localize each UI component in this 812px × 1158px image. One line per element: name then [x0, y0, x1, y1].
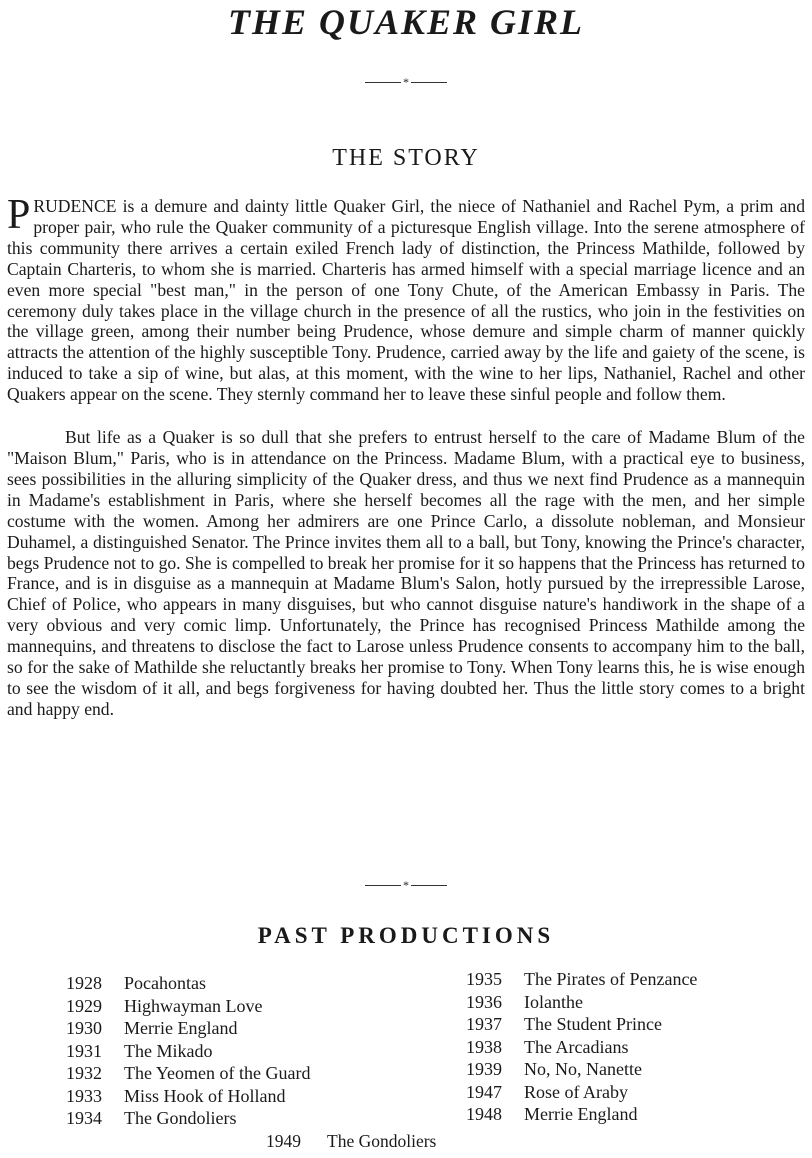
- production-title: The Gondoliers: [124, 1108, 237, 1128]
- production-title: Highwayman Love: [124, 995, 263, 1016]
- production-year: 1934: [66, 1108, 102, 1128]
- production-year: 1929: [66, 995, 102, 1016]
- production-row: [466, 991, 697, 1014]
- productions-list-left: [66, 972, 310, 1130]
- production-title: Merrie England: [524, 1104, 638, 1124]
- star-ornament-icon: *: [403, 75, 409, 89]
- production-year: 1935: [466, 969, 502, 989]
- story-paragraph-2: But life as a Quaker is so dull that she prefers to entrust herself to the care of Madame Blum of the "Maison Blum," Paris, who is in attendance on the Princess. Madame Blum, with a practical eye to business, sees possibilities in the alluring simplicity of the Quaker dress, and thus we next find Prudence as a mannequin in Madame's establishment in Paris, where she herself becomes all the rage with the men, and her simple costume with the women. Among her admirers are one Prince Carlo, a dissolute nobleman, and Monsieur Duhamel, a distinguished Senator. The Prince invites them all to a ball, but Tony, knowing the Prince's character, begs Prudence not to go. She is compelled to break her promise for it so happens that the Princess has returned to France, and is in disguise as a mannequin at Madame Blum's Salon, hotly pursued by the irrepressible Larose, Chief of Police, who appears in many disguises, but who cannot disguise nature's handiwork in the shape of a very obvious and very comic limp. Unfortunately, the Prince has recognised Princess Mathilde among the mannequins, and threatens to disclose the fact to Larose unless Prudence consents to accompany him to the ball, so for the sake of Mathilde she reluctantly breaks her promise to Tony. When Tony learns this, he is wise enough to see the wisdom of it all, and begs forgiveness for having doubted her. Thus the little story comes to a bright and happy end.: [7, 427, 805, 719]
- production-row: [66, 1085, 310, 1108]
- production-year: 1948: [466, 1104, 502, 1124]
- production-row: [66, 995, 310, 1018]
- production-year: 1937: [466, 1014, 502, 1034]
- production-title: Iolanthe: [524, 991, 583, 1012]
- production-row-final: [266, 1130, 436, 1152]
- production-row: [66, 972, 310, 995]
- divider-line-left: [365, 82, 401, 83]
- production-row: [466, 1036, 697, 1059]
- production-title: Rose of Araby: [524, 1081, 628, 1102]
- production-title: The Arcadians: [524, 1036, 629, 1057]
- production-year: 1938: [466, 1036, 502, 1057]
- star-ornament-icon: *: [403, 878, 409, 892]
- production-title: The Student Prince: [524, 1014, 662, 1034]
- production-title: Pocahontas: [124, 973, 206, 993]
- production-year: 1947: [466, 1081, 502, 1102]
- production-year: 1933: [66, 1085, 102, 1106]
- production-row: [66, 1107, 310, 1130]
- production-year: 1939: [466, 1059, 502, 1079]
- story-text: [7, 192, 805, 720]
- divider-line-right: [411, 885, 447, 886]
- drop-cap: P: [7, 192, 31, 238]
- production-row: [66, 1017, 310, 1040]
- productions-list-right: [466, 968, 697, 1126]
- page-title: THE QUAKER GIRL: [227, 2, 585, 42]
- production-title: Miss Hook of Holland: [124, 1085, 286, 1106]
- divider-line-left: [365, 885, 401, 886]
- production-title: The Gondoliers: [327, 1131, 437, 1151]
- production-row: [66, 1040, 310, 1063]
- production-year: 1932: [66, 1063, 102, 1083]
- production-year: 1930: [66, 1018, 102, 1038]
- production-title: The Yeomen of the Guard: [124, 1063, 311, 1083]
- story-paragraph-1-text: RUDENCE is a demure and dainty little Quaker Girl, the niece of Nathaniel and Rachel Pym, a prim and proper pair, who rule the Quaker community of a picturesque English village. Into the serene atmosphere of this community there arrives a certain exiled French lady of distinction, the Princess Mathilde, followed by Captain Charteris, to whom she is married. Charteris has armed himself with a special marriage licence and an even more special "best man," in the person of one Tony Chute, of the American Embassy in Paris. The ceremony duly takes place in the village church in the presence of all the rustics, who join in the festivities on the village green, among their number being Prudence, whose demure and simple charm of manner quickly attracts the attention of the highly susceptible Tony. Prudence, carried away by the life and gaiety of the scene, is induced to take a sip of wine, but alas, at this moment, with the wine to her lips, Nathaniel, Rachel and other Quakers appear on the scene. They sternly command her to leave these sinful people and follow them.: [7, 196, 805, 405]
- story-paragraph-1: [7, 192, 805, 405]
- past-productions-heading: PAST PRODUCTIONS: [257, 923, 555, 948]
- production-title: The Mikado: [124, 1040, 213, 1061]
- production-row: [466, 1013, 697, 1036]
- production-row: [466, 968, 697, 991]
- production-year: 1936: [466, 991, 502, 1012]
- production-title: No, No, Nanette: [524, 1059, 642, 1079]
- production-row: [466, 1103, 697, 1126]
- production-row: [466, 1058, 697, 1081]
- ornament-divider-top: [0, 74, 812, 90]
- production-year: 1949: [266, 1131, 301, 1151]
- production-row: [466, 1081, 697, 1104]
- production-year: 1931: [66, 1040, 102, 1061]
- production-row: [66, 1062, 310, 1085]
- divider-line-right: [411, 82, 447, 83]
- story-heading: THE STORY: [332, 145, 480, 171]
- production-year: 1928: [66, 973, 102, 993]
- ornament-divider-bottom: [0, 877, 812, 893]
- production-title: Merrie England: [124, 1018, 238, 1038]
- production-title: The Pirates of Penzance: [524, 969, 698, 989]
